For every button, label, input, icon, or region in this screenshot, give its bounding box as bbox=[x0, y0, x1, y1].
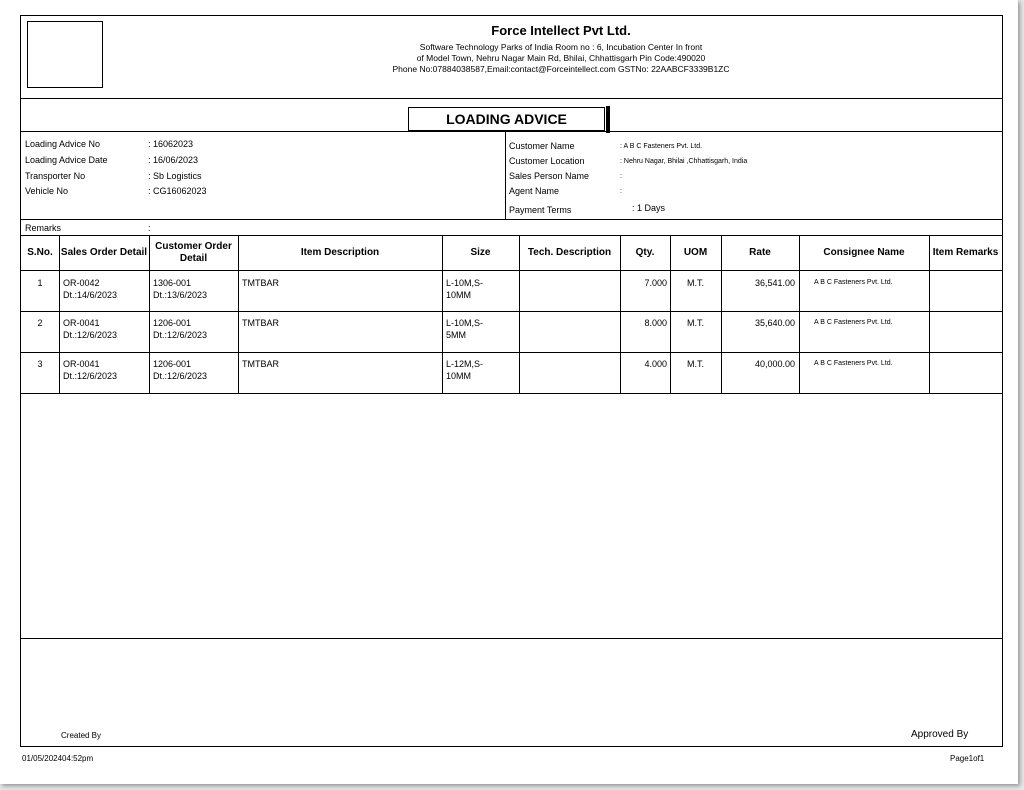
company-address-line-2: of Model Town, Nehru Nagar Main Rd, Bhilai, Chhattisgarh Pin Code:490020 bbox=[416, 53, 706, 63]
cell-customer-order-no: 1206-001 bbox=[153, 318, 192, 328]
created-by-label: Created By bbox=[61, 731, 102, 740]
divider bbox=[21, 219, 1002, 220]
cell-sno: 2 bbox=[37, 318, 43, 328]
column-header-customer-order: Customer Order Detail bbox=[155, 241, 232, 264]
company-name: Force Intellect Pvt Ltd. bbox=[491, 23, 631, 38]
company-contact-line: Phone No:07884038587,Email:contact@Forceintellect.com GSTNo: 22AABCF3339B1ZC bbox=[392, 64, 730, 74]
column-header-item-description: Item Description bbox=[300, 247, 380, 258]
cell-uom: M.T. bbox=[687, 278, 704, 288]
cell-customer-order-date: Dt.:12/6/2023 bbox=[153, 330, 208, 340]
logo-placeholder bbox=[27, 21, 103, 88]
divider bbox=[21, 235, 1002, 236]
info-value: : Nehru Nagar, Bhilai ,Chhattisgarh, India bbox=[620, 158, 748, 165]
divider bbox=[21, 98, 1002, 99]
info-label: Agent Name bbox=[509, 186, 560, 196]
cell-item-description: TMTBAR bbox=[242, 278, 279, 288]
info-value: : CG16062023 bbox=[148, 186, 207, 196]
cell-sales-order-no: OR-0041 bbox=[63, 318, 100, 328]
cell-sales-order-no: OR-0042 bbox=[63, 278, 100, 288]
cell-size-line-2: 10MM bbox=[446, 371, 472, 381]
remarks-value: : bbox=[148, 223, 151, 233]
approved-by-label: Approved By bbox=[911, 729, 969, 740]
cell-sales-order-no: OR-0041 bbox=[63, 359, 100, 369]
column-header-size: Size bbox=[470, 247, 491, 258]
cell-size-line-1: L-10M,S- bbox=[446, 278, 484, 288]
info-value: : 16/06/2023 bbox=[148, 155, 199, 165]
column-header-uom: UOM bbox=[683, 247, 708, 258]
info-label: Loading Advice Date bbox=[25, 155, 108, 165]
cell-qty: 7.000 bbox=[644, 278, 667, 288]
info-value: : bbox=[620, 188, 622, 195]
cell-uom: M.T. bbox=[687, 318, 704, 328]
divider bbox=[21, 131, 1002, 132]
info-value: : bbox=[620, 173, 622, 180]
cell-sales-order-date: Dt.:12/6/2023 bbox=[63, 371, 118, 381]
cell-item-description: TMTBAR bbox=[242, 318, 279, 328]
cell-rate: 36,541.00 bbox=[754, 278, 795, 288]
divider bbox=[21, 638, 1002, 639]
cell-consignee: A B C Fasteners Pvt. Ltd. bbox=[814, 319, 893, 326]
page-number: Page1of1 bbox=[950, 754, 985, 763]
document-frame bbox=[20, 15, 1003, 747]
cell-rate: 40,000.00 bbox=[754, 359, 795, 369]
cell-consignee: A B C Fasteners Pvt. Ltd. bbox=[814, 279, 893, 286]
divider bbox=[21, 352, 1002, 353]
column-header-sno: S.No. bbox=[27, 247, 53, 258]
info-value: : 16062023 bbox=[148, 139, 194, 149]
cell-size-line-1: L-12M,S- bbox=[446, 359, 484, 369]
cell-customer-order-date: Dt.:13/6/2023 bbox=[153, 290, 208, 300]
document-title: LOADING ADVICE bbox=[408, 107, 605, 131]
divider bbox=[21, 311, 1002, 312]
cell-size-line-2: 5MM bbox=[446, 330, 466, 340]
print-timestamp: 01/05/202404:52pm bbox=[22, 754, 94, 763]
info-label: Customer Name bbox=[509, 141, 575, 151]
info-label: Sales Person Name bbox=[509, 171, 590, 181]
cell-uom: M.T. bbox=[687, 359, 704, 369]
divider bbox=[21, 393, 1002, 394]
cell-customer-order-no: 1306-001 bbox=[153, 278, 192, 288]
cell-size-line-2: 10MM bbox=[446, 290, 472, 300]
info-label: Payment Terms bbox=[509, 205, 572, 215]
company-address-line-1: Software Technology Parks of India Room no : 6, Incubation Center In front bbox=[419, 42, 703, 52]
cell-consignee: A B C Fasteners Pvt. Ltd. bbox=[814, 360, 893, 367]
column-header-consignee: Consignee Name bbox=[823, 247, 905, 258]
column-header-item-remarks: Item Remarks bbox=[932, 247, 999, 258]
cell-customer-order-date: Dt.:12/6/2023 bbox=[153, 371, 208, 381]
cell-item-description: TMTBAR bbox=[242, 359, 279, 369]
cell-sales-order-date: Dt.:14/6/2023 bbox=[63, 290, 118, 300]
cell-sno: 3 bbox=[37, 359, 43, 369]
info-label: Loading Advice No bbox=[25, 139, 101, 149]
column-header-qty: Qty. bbox=[635, 247, 655, 258]
info-value: : A B C Fasteners Pvt. Ltd. bbox=[620, 143, 703, 150]
cell-size-line-1: L-10M,S- bbox=[446, 318, 484, 328]
info-value: : Sb Logistics bbox=[148, 171, 202, 181]
cell-sales-order-date: Dt.:12/6/2023 bbox=[63, 330, 118, 340]
cell-qty: 4.000 bbox=[644, 359, 667, 369]
info-value: : 1 Days bbox=[632, 203, 666, 213]
cell-customer-order-no: 1206-001 bbox=[153, 359, 192, 369]
info-label: Vehicle No bbox=[25, 186, 69, 196]
cell-sno: 1 bbox=[37, 278, 43, 288]
cell-rate: 35,640.00 bbox=[754, 318, 795, 328]
column-header-tech-description: Tech. Description bbox=[527, 247, 612, 258]
column-header-sales-order: Sales Order Detail bbox=[60, 247, 148, 258]
divider bbox=[21, 270, 1002, 271]
info-label: Customer Location bbox=[509, 156, 585, 166]
title-shadow bbox=[606, 106, 610, 133]
info-label: Transporter No bbox=[25, 171, 86, 181]
column-header-rate: Rate bbox=[749, 247, 771, 258]
cell-qty: 8.000 bbox=[644, 318, 667, 328]
remarks-label: Remarks bbox=[25, 223, 62, 233]
divider bbox=[505, 131, 506, 219]
